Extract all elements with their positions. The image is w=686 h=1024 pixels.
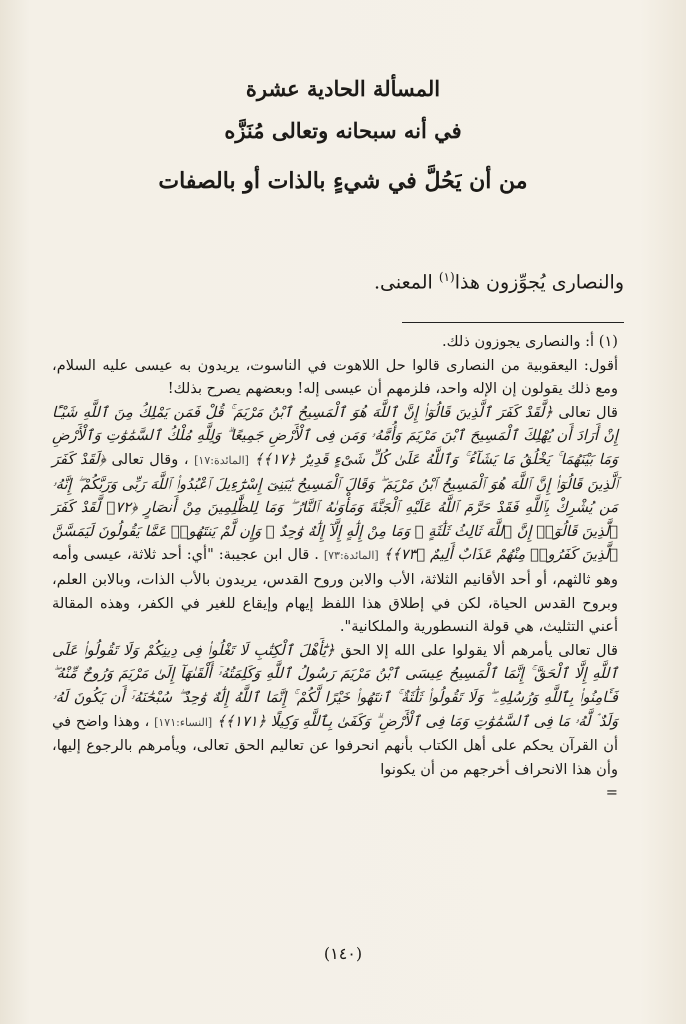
p2-mid: ، وقال تعالى [105, 450, 189, 468]
continuation-mark: = [605, 784, 618, 802]
footnote-block [52, 330, 618, 805]
p3-intro: قال تعالى يأمرهم ألا يقولوا على الله إلا الحق [334, 641, 618, 659]
quran-verse-1: ﴿لَّقَدْ كَفَرَ ٱلَّذِينَ قَالُوٓا۟ إِنَّ ٱللَّهَ هُوَ ٱلْمَسِيحُ ٱبْنُ مَرْيَمَ ۚ قُلْ فَمَن يَمْلِكُ مِنَ ٱللَّهِ شَيْـًٔا إِنْ أَرَادَ أَن يُهْلِكَ ٱلْمَسِيحَ ٱبْنَ مَرْيَمَ وَأُمَّهُۥ وَمَن فِى ٱلْأَرْضِ جَمِيعًا ۗ وَلِلَّهِ مُلْكُ ٱلسَّمَٰوَٰتِ وَٱلْأَرْضِ وَمَا بَيْنَهُمَا ۚ يَخْلُقُ مَا يَشَآءُ ۚ وَٱللَّهُ عَلَىٰ كُلِّ شَىْءٍ قَدِيرٌ ﴿١٧﴾﴾ [52, 403, 619, 468]
footnote-separator [402, 322, 624, 323]
p2-intro: قال تعالى [552, 403, 618, 421]
footnote-paragraph-1: أقول: اليعقوبية من النصارى قالوا حل اللاهوت في الناسوت، يريدون به عيسى عليه السلام، ومع ذلك يقولون إن الإله واحد، فلزمهم أن عيسى إله! وبعضهم يصرح بذلك! [52, 356, 618, 398]
chapter-subtitle-line1: في أنه سبحانه وتعالى مُنَزَّه [224, 118, 462, 143]
quran-verse-3: ﴿يَٰٓأَهْلَ ٱلْكِتَٰبِ لَا تَغْلُوا۟ فِى دِينِكُمْ وَلَا تَقُولُوا۟ عَلَى ٱللَّهِ إِلَّا ٱلْحَقَّ ۚ إِنَّمَا ٱلْمَسِيحُ عِيسَى ٱبْنُ مَرْيَمَ رَسُولُ ٱللَّهِ وَكَلِمَتُهُۥٓ أَلْقَىٰهَآ إِلَىٰ مَرْيَمَ وَرُوحٌ مِّنْهُ ۖ فَـَٔامِنُوا۟ بِٱللَّهِ وَرُسُلِهِۦ ۖ وَلَا تَقُولُوا۟ ثَلَٰثَةٌ ۚ ٱنتَهُوا۟ خَيْرًا لَّكُمْ ۚ إِنَّمَا ٱللَّهُ إِلَٰهٌ وَٰحِدٌ ۖ سُبْحَٰنَهُۥٓ أَن يَكُونَ لَهُۥ وَلَدٌ ۘ لَّهُۥ مَا فِى ٱلسَّمَٰوَٰتِ وَمَا فِى ٱلْأَرْضِ ۗ وَكَفَىٰ بِٱللَّهِ وَكِيلًا ﴿١٧١﴾﴾ [52, 641, 618, 730]
page-number: (١٤٠) [323, 944, 363, 963]
chapter-title: المسألة الحادية عشرة [245, 76, 441, 101]
footnote-paragraph-3 [52, 639, 618, 782]
chapter-subtitle-line2: من أن يَحُلَّ في شيءٍ بالذات أو بالصفات [158, 168, 528, 194]
quran-verse-2: ﴿لَقَدْ كَفَرَ ٱلَّذِينَ قَالُوٓا۟ إِنَّ ٱللَّهَ هُوَ ٱلْمَسِيحُ ٱبْنُ مَرْيَمَ ۖ وَقَالَ ٱلْمَسِيحُ يَٰبَنِىٓ إِسْرَٰٓءِيلَ ٱعْبُدُوا۟ ٱللَّهَ رَبِّى وَرَبَّكُمْ ۖ إِنَّهُۥ مَن يُشْرِكْ بِٱللَّهِ فَقَدْ حَرَّمَ ٱللَّهُ عَلَيْهِ ٱلْجَنَّةَ وَمَأْوَىٰهُ ٱلنَّارُ ۖ وَمَا لِلظَّٰلِمِينَ مِنْ أَنصَارٍ ﴿٧٢﴾ لَّقَدْ كَفَرَ ٱلَّذِينَ قَالُوٓا۟ إِنَّ ٱللَّهَ ثَالِثُ ثَلَٰثَةٍ ۘ وَمَا مِنْ إِلَٰهٍ إِلَّآ إِلَٰهٌ وَٰحِدٌ ۚ وَإِن لَّمْ يَنتَهُوا۟ عَمَّا يَقُولُونَ لَيَمَسَّنَّ ٱلَّذِينَ كَفَرُوا۟ مِنْهُمْ عَذَابٌ أَلِيمٌ ﴿٧٣﴾﴾ [52, 450, 618, 564]
main-body-text [374, 270, 624, 293]
footnote-reference: (١) [438, 270, 455, 284]
verse-citation-2: [المائدة:٧٣] [323, 549, 379, 563]
p3-end: ، وهذا واضح في أن القرآن يحكم على أهل الكتاب بأنهم انحرفوا عن تعاليم الحق تعالى، ويأمرهم بالرجوع إليها، وأن هذا الانحراف أخرجهم من أن يكونوا [52, 712, 618, 778]
body-text-after-ref: المعنى. [373, 271, 439, 294]
verse-citation-1: [المائدة:١٧] [194, 453, 249, 467]
footnote-paragraph-2 [52, 401, 618, 639]
p2-end: . قال ابن عجيبة: "أي: أحد ثلاثة، عيسى وأمه وهو ثالثهم، أو أحد الأقانيم الثلاثة، الأب والابن وروح القدس، يريدون بالأب الذات، وبالابن العلم، وبروح القدس الحياة، لكن في إطلاق هذا اللفظ إيهام وإيقاع للغير في الكفر، وهذه المقالة أعني التثليث، هي قولة النسطورية والملكانية". [52, 546, 618, 636]
verse-citation-3: [النساء:١٧١] [154, 715, 213, 729]
body-text-before-ref: والنصارى يُجوِّزون هذا [454, 271, 624, 294]
footnote-head: (١) أ: والنصارى يجوزون ذلك. [441, 333, 618, 350]
